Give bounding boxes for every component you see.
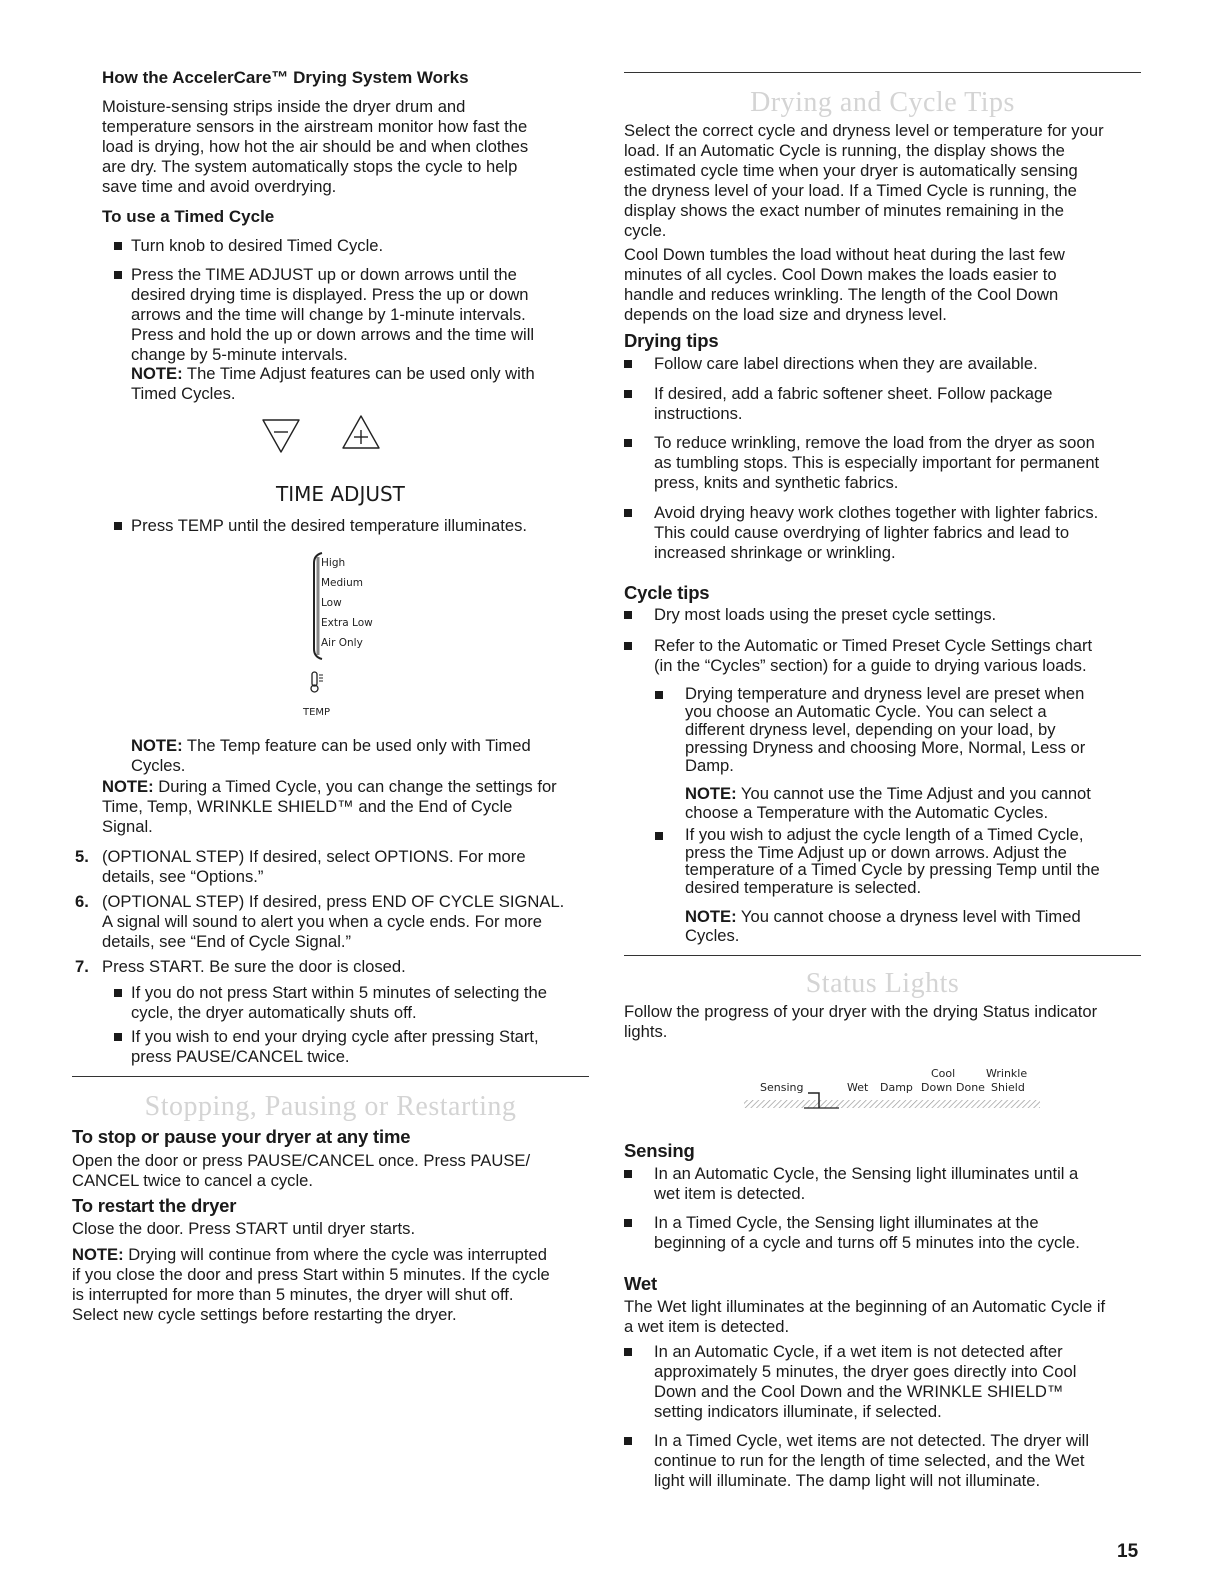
note-label: NOTE:	[131, 364, 183, 383]
list-item	[624, 1213, 1080, 1253]
text-line: details, see “End of Cycle Signal.”	[102, 932, 352, 951]
bullet-icon	[624, 1170, 632, 1178]
text-line: Open the door or press PAUSE/CANCEL once. Press PAUSE/	[72, 1151, 531, 1170]
subheading-cycle-tips: Cycle tips	[624, 582, 710, 603]
text-line: press the Time Adjust up or down arrows. Adjust the	[685, 842, 1067, 862]
text-line: Press and hold the up or down arrows and the time will	[131, 325, 535, 344]
bullet-icon	[624, 360, 632, 368]
text-line: temperature of a Timed Cycle by pressing Temp until the	[685, 860, 1100, 879]
temp-option: Air Only	[321, 637, 363, 649]
section-title-status: Status Lights	[805, 968, 960, 999]
text-line: wet item is detected.	[654, 1184, 806, 1203]
text-line: cycle.	[624, 221, 667, 240]
text-line: Cycles.	[685, 926, 740, 945]
list-item	[655, 685, 1085, 775]
text-line: In a Timed Cycle, wet items are not detected. The dryer will	[654, 1431, 1090, 1450]
status-label: Sensing	[760, 1081, 804, 1094]
text-line: Timed Cycles.	[131, 384, 236, 403]
list-item	[624, 1164, 1078, 1204]
paragraph: Close the door. Press START until dryer starts.	[72, 1219, 416, 1238]
note-label: NOTE:	[685, 907, 737, 926]
text-line: a wet item is detected.	[624, 1317, 790, 1336]
list-item	[624, 636, 1092, 676]
text-line: arrows and the time will change by 1-minute intervals.	[131, 305, 526, 324]
status-label: Cool	[931, 1067, 956, 1080]
text-line: Follow care label directions when they are available.	[654, 354, 1038, 373]
step-text	[102, 957, 406, 977]
text-line: Refer to the Automatic or Timed Preset Cycle Settings chart	[654, 636, 1093, 655]
text-line: estimated cycle time when your dryer is automatically sensing	[624, 161, 1078, 180]
text-line: Press START. Be sure the door is closed.	[102, 957, 406, 976]
text-line: display shows the exact number of minutes remaining in the	[624, 201, 1064, 220]
text-line: The Temp feature can be used only with Timed	[182, 736, 531, 755]
text-line: as tumbling stops. This is especially important for permanent	[654, 453, 1100, 472]
text-line: In an Automatic Cycle, the Sensing light illuminates until a	[654, 1164, 1079, 1183]
time-up-icon	[340, 413, 382, 453]
bullet-icon	[114, 522, 122, 530]
step-text	[102, 847, 526, 887]
text-line: Cool Down tumbles the load without heat during the last few	[624, 245, 1065, 264]
temp-option: Low	[321, 597, 342, 609]
status-label: Down	[921, 1081, 953, 1094]
text-line: the dryness level of your load. If a Timed Cycle is running, the	[624, 181, 1077, 200]
bullet-icon	[624, 1348, 632, 1356]
text-line: change by 5-minute intervals.	[131, 345, 348, 364]
text-line: Moisture-sensing strips inside the dryer drum and	[102, 97, 466, 116]
text-line: choose a Temperature with the Automatic Cycles.	[685, 803, 1049, 822]
text-line: If desired, add a fabric softener sheet. Follow package	[654, 384, 1053, 403]
temp-option: Extra Low	[321, 617, 373, 629]
text-line: load is drying, how hot the air should be and when clothes	[102, 137, 529, 156]
text-line: Press TEMP until the desired temperature illuminates.	[131, 516, 527, 535]
bullet-icon	[114, 1033, 122, 1041]
subheading-stop: To stop or pause your dryer at any time	[72, 1126, 411, 1147]
text-line: CANCEL twice to cancel a cycle.	[72, 1171, 314, 1190]
text-line: This could cause overdrying of lighter fabrics and lead to	[654, 523, 1070, 542]
text-line: (in the “Cycles” section) for a guide to drying various loads.	[654, 656, 1087, 675]
bullet-icon	[624, 1437, 632, 1445]
note-label: NOTE:	[102, 777, 154, 796]
text-line: pressing Dryness and choosing More, Normal, Less or	[685, 738, 1086, 757]
text-line: (OPTIONAL STEP) If desired, select OPTIONS. For more	[102, 847, 526, 866]
text-line: If you wish to end your drying cycle after pressing Start,	[131, 1027, 539, 1046]
text-line: Time, Temp, WRINKLE SHIELD™ and the End of Cycle	[102, 797, 513, 816]
paragraph	[624, 245, 1065, 325]
time-adjust-label: TIME ADJUST	[276, 482, 405, 506]
list-item	[624, 1431, 1089, 1491]
list-item	[114, 265, 534, 365]
text-line: are dry. The system automatically stops the cycle to help	[102, 157, 518, 176]
status-label: Wet	[847, 1081, 869, 1094]
text-line: light will illuminate. The damp light will not illuminate.	[654, 1471, 1041, 1490]
text-line: Damp.	[685, 756, 734, 775]
subheading-drying-tips: Drying tips	[624, 330, 719, 351]
bullet-icon	[624, 1219, 632, 1227]
list-item	[624, 354, 1038, 374]
text-line: continue to run for the length of time selected, and the Wet	[654, 1451, 1085, 1470]
text-line: save time and avoid overdrying.	[102, 177, 337, 196]
time-down-icon	[260, 415, 302, 455]
bullet-icon	[114, 242, 122, 250]
text-line: press PAUSE/CANCEL twice.	[131, 1047, 350, 1066]
text-line: The Time Adjust features can be used only with	[182, 364, 535, 383]
status-label: Wrinkle	[986, 1067, 1028, 1080]
page-number: 15	[1117, 1541, 1139, 1562]
temp-label: TEMP	[303, 707, 331, 718]
list-item	[114, 1027, 539, 1067]
bullet-icon	[655, 691, 663, 699]
text-line: Select the correct cycle and dryness level or temperature for your	[624, 121, 1104, 140]
list-item	[624, 384, 1052, 424]
text-line: setting indicators illuminate, if selected.	[654, 1402, 942, 1421]
text-line: Drying will continue from where the cycle was interrupted	[123, 1245, 547, 1264]
text-line: Follow the progress of your dryer with the drying Status indicator	[624, 1002, 1098, 1021]
bullet-icon	[624, 611, 632, 619]
text-line: Avoid drying heavy work clothes together with lighter fabrics.	[654, 503, 1099, 522]
text-line: The Wet light illuminates at the beginning of an Automatic Cycle if	[624, 1297, 1106, 1316]
text-line: different dryness level, depending on your load, by	[685, 720, 1056, 739]
section-heading: How the AccelerCare™ Drying System Works	[102, 68, 469, 87]
list-item	[624, 605, 996, 625]
paragraph	[624, 1002, 1097, 1042]
status-label: Done	[956, 1081, 985, 1094]
divider	[624, 72, 1141, 73]
text-line: beginning of a cycle and turns off 5 minutes into the cycle.	[654, 1233, 1080, 1252]
note-block	[72, 1245, 550, 1325]
list-item	[624, 433, 1099, 493]
list-item	[114, 236, 383, 256]
text-line: Down and the Cool Down and the WRINKLE SHIELD™	[654, 1382, 1064, 1401]
list-item	[114, 983, 547, 1023]
step-number: 5.	[75, 847, 89, 866]
text-line: lights.	[624, 1022, 668, 1041]
text-line: During a Timed Cycle, you can change the settings for	[153, 777, 557, 796]
bullet-icon	[114, 271, 122, 279]
text-line: approximately 5 minutes, the dryer goes directly into Cool	[654, 1362, 1077, 1381]
text-line: press, knits and synthetic fabrics.	[654, 473, 899, 492]
bullet-icon	[624, 390, 632, 398]
paragraph	[72, 1151, 530, 1191]
intro-paragraph	[102, 97, 528, 197]
note-block	[131, 364, 535, 404]
text-line: details, see “Options.”	[102, 867, 264, 886]
note-block	[685, 784, 1091, 822]
note-label: NOTE:	[131, 736, 183, 755]
note-block	[102, 777, 557, 837]
bullet-icon	[624, 439, 632, 447]
text-line: Signal.	[102, 817, 153, 836]
text-line: you choose an Automatic Cycle. You can select a	[685, 702, 1047, 721]
text-line: minutes of all cycles. Cool Down makes the loads easier to	[624, 265, 1057, 284]
text-line: Cycles.	[131, 756, 186, 775]
subheading-restart: To restart the dryer	[72, 1195, 237, 1216]
subheading-timed-cycle: To use a Timed Cycle	[102, 207, 275, 226]
divider	[624, 955, 1141, 956]
list-item	[624, 503, 1098, 563]
text-line: You cannot use the Time Adjust and you cannot	[736, 784, 1091, 803]
text-line: Drying temperature and dryness level are preset when	[685, 684, 1085, 703]
temp-option: High	[321, 557, 346, 569]
note-label: NOTE:	[72, 1245, 124, 1264]
text-line: if you close the door and press Start within 5 minutes. If the cycle	[72, 1265, 550, 1284]
text-line: handle and reduces wrinkling. The length of the Cool Down	[624, 285, 1059, 304]
text-line: cycle, the dryer automatically shuts off.	[131, 1003, 417, 1022]
bullet-icon	[114, 989, 122, 997]
text-line: is interrupted for more than 5 minutes, the dryer will shut off.	[72, 1285, 514, 1304]
note-block	[685, 907, 1081, 945]
list-item	[114, 516, 527, 536]
note-label: NOTE:	[685, 784, 737, 803]
text-line: A signal will sound to alert you when a cycle ends. For more	[102, 912, 542, 931]
text-line: Press the TIME ADJUST up or down arrows until the	[131, 265, 517, 284]
text-line: If you wish to adjust the cycle length of a Timed Cycle,	[685, 825, 1084, 844]
text-line: Dry most loads using the preset cycle settings.	[654, 605, 997, 624]
text-line: (OPTIONAL STEP) If desired, press END OF CYCLE SIGNAL.	[102, 892, 565, 911]
subheading-sensing: Sensing	[624, 1140, 695, 1161]
bullet-icon	[624, 642, 632, 650]
text-line: Select new cycle settings before restarting the dryer.	[72, 1305, 457, 1324]
text-line: In a Timed Cycle, the Sensing light illuminates at the	[654, 1213, 1039, 1232]
list-item	[624, 1342, 1076, 1422]
text-line: You cannot choose a dryness level with Timed	[736, 907, 1081, 926]
text-line: increased shrinkage or wrinkling.	[654, 543, 896, 562]
thermometer-icon	[308, 670, 324, 694]
status-bar-icon	[744, 1086, 1040, 1112]
text-line: If you do not press Start within 5 minutes of selecting the	[131, 983, 547, 1002]
subheading-wet: Wet	[624, 1273, 657, 1294]
step-number: 6.	[75, 892, 89, 911]
text-line: In an Automatic Cycle, if a wet item is not detected after	[654, 1342, 1063, 1361]
divider	[72, 1076, 589, 1077]
list-item	[655, 826, 1100, 896]
status-label: Damp	[880, 1081, 913, 1094]
paragraph	[624, 121, 1104, 241]
bullet-icon	[655, 832, 663, 840]
text-line: load. If an Automatic Cycle is running, the display shows the	[624, 141, 1065, 160]
section-title-tips: Drying and Cycle Tips	[750, 87, 1015, 118]
text-line: depends on the load size and dryness level.	[624, 305, 947, 324]
text-line: Turn knob to desired Timed Cycle.	[131, 236, 384, 255]
step-number: 7.	[75, 957, 89, 976]
step-text	[102, 892, 564, 952]
section-title-stopping: Stopping, Pausing or Restarting	[144, 1091, 517, 1122]
paragraph	[624, 1297, 1105, 1337]
text-line: desired drying time is displayed. Press the up or down	[131, 285, 529, 304]
status-label: Shield	[991, 1081, 1025, 1094]
bullet-icon	[624, 509, 632, 517]
temp-option: Medium	[321, 577, 363, 589]
note-block	[131, 736, 531, 776]
text-line: temperature sensors in the airstream monitor how fast the	[102, 117, 528, 136]
text-line: To reduce wrinkling, remove the load from the dryer as soon	[654, 433, 1095, 452]
text-line: instructions.	[654, 404, 743, 423]
text-line: desired temperature is selected.	[685, 877, 922, 897]
